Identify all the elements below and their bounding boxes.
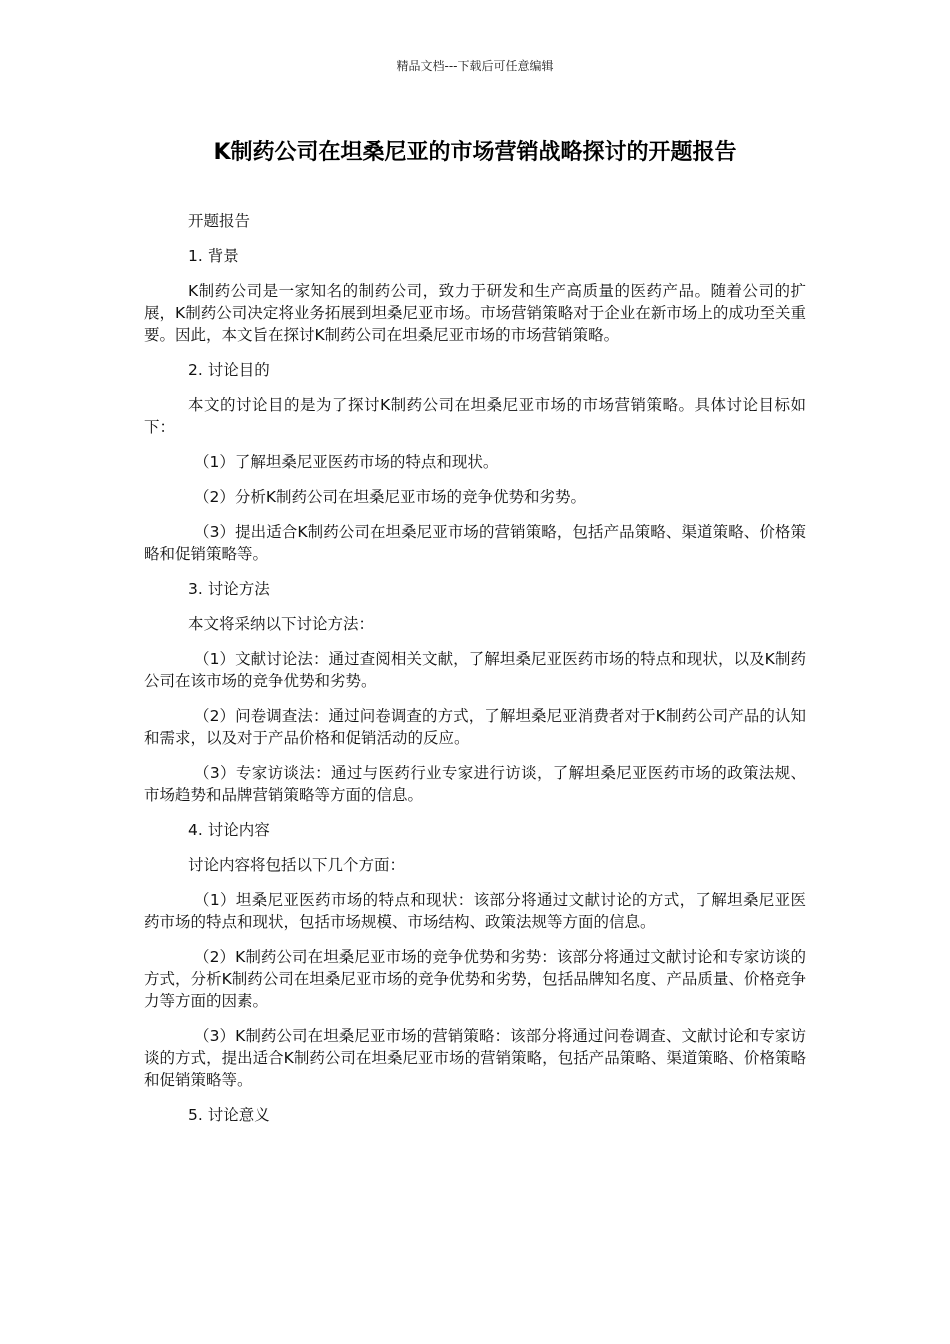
- section-label: 开题报告: [188, 212, 251, 230]
- paragraph-methods-intro: 本文将采纳以下讨论方法：: [188, 615, 375, 633]
- method-item-1: （1）文献讨论法：通过查阅相关文献，了解坦桑尼亚医药市场的特点和现状，以及K制药公司在该市场的竞争优势和劣势。: [144, 650, 806, 690]
- heading-methods: 3. 讨论方法: [188, 580, 270, 598]
- heading-significance: 5. 讨论意义: [188, 1106, 270, 1124]
- content-item-3: （3）K制药公司在坦桑尼亚市场的营销策略：该部分将通过问卷调查、文献讨论和专家访谈的方式，提出适合K制药公司在坦桑尼亚市场的营销策略，包括产品策略、渠道策略、价格策略和促销策略等。: [144, 1027, 806, 1089]
- heading-purpose: 2. 讨论目的: [188, 361, 270, 379]
- purpose-item-1: （1）了解坦桑尼亚医药市场的特点和现状。: [194, 453, 499, 471]
- heading-content: 4. 讨论内容: [188, 821, 270, 839]
- document-body: [144, 210, 806, 1139]
- document-title: K制药公司在坦桑尼亚的市场营销战略探讨的开题报告: [213, 140, 737, 165]
- purpose-item-3: （3）提出适合K制药公司在坦桑尼亚市场的营销策略，包括产品策略、渠道策略、价格策略和促销策略等。: [144, 523, 806, 563]
- content-item-2: （2）K制药公司在坦桑尼亚市场的竞争优势和劣势：该部分将通过文献讨论和专家访谈的方式，分析K制药公司在坦桑尼亚市场的竞争优势和劣势，包括品牌知名度、产品质量、价格竞争力等方面的因素。: [144, 948, 806, 1010]
- content-item-1: （1）坦桑尼亚医药市场的特点和现状：该部分将通过文献讨论的方式，了解坦桑尼亚医药市场的特点和现状，包括市场规模、市场结构、政策法规等方面的信息。: [144, 891, 806, 931]
- paragraph-purpose: 本文的讨论目的是为了探讨K制药公司在坦桑尼亚市场的市场营销策略。具体讨论目标如下：: [144, 396, 806, 436]
- paragraph-content-intro: 讨论内容将包括以下几个方面：: [188, 856, 406, 874]
- heading-background: 1. 背景: [188, 247, 239, 265]
- header-note: 精品文档---下载后可任意编辑: [396, 59, 554, 73]
- paragraph-background: K制药公司是一家知名的制药公司，致力于研发和生产高质量的医药产品。随着公司的扩展，K制药公司决定将业务拓展到坦桑尼亚市场。市场营销策略对于企业在新市场上的成功至关重要。因此，本文旨在探讨K制药公司在坦桑尼亚市场的市场营销策略。: [144, 282, 806, 344]
- purpose-item-2: （2）分析K制药公司在坦桑尼亚市场的竞争优势和劣势。: [194, 488, 587, 506]
- method-item-3: （3）专家访谈法：通过与医药行业专家进行访谈，了解坦桑尼亚医药市场的政策法规、市场趋势和品牌营销策略等方面的信息。: [144, 764, 806, 804]
- method-item-2: （2）问卷调查法：通过问卷调查的方式，了解坦桑尼亚消费者对于K制药公司产品的认知和需求，以及对于产品价格和促销活动的反应。: [144, 707, 806, 747]
